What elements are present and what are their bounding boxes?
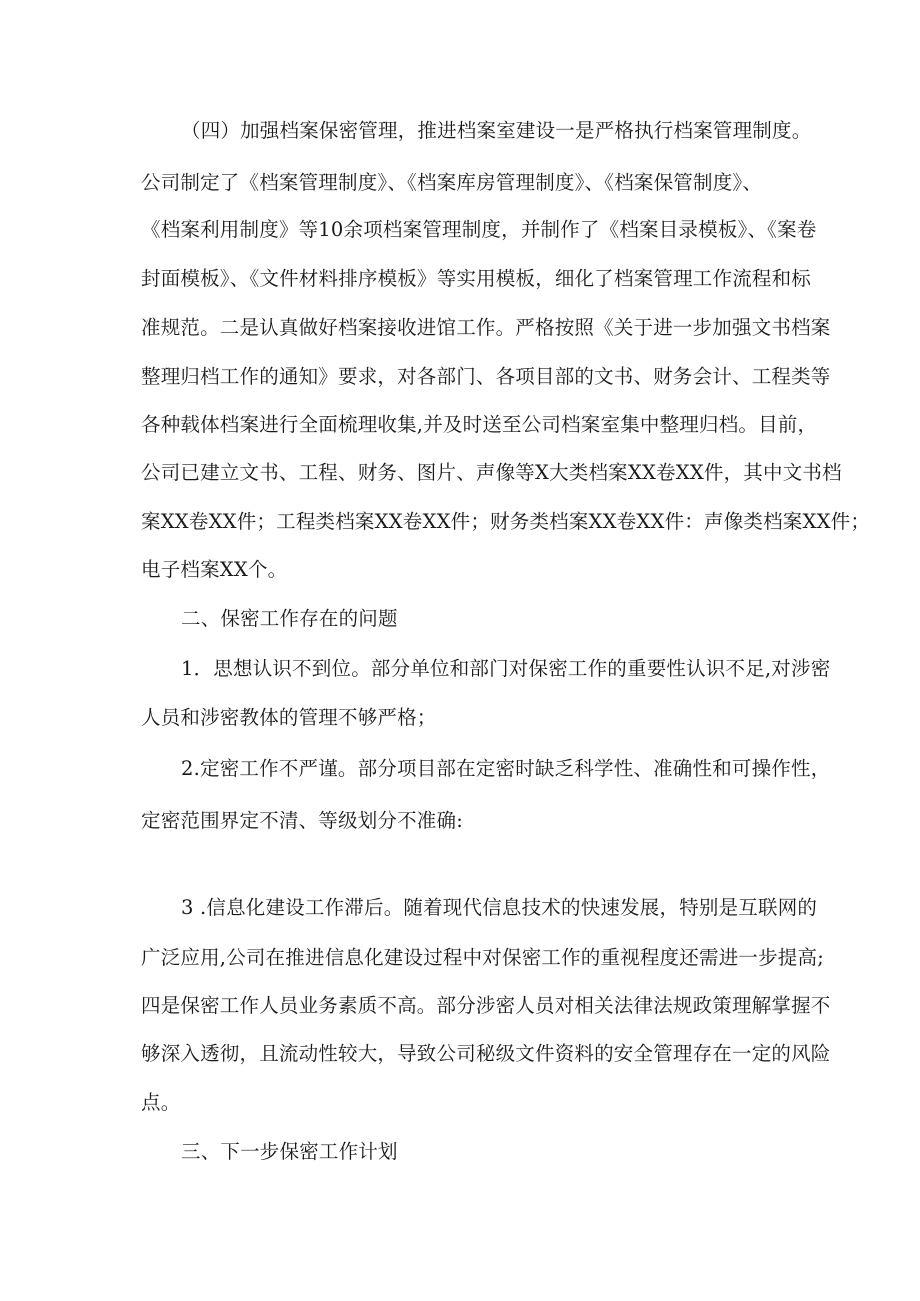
paragraph-line: 案XX卷XX件；工程类档案XX卷XX件；财务类档案XX卷XX件：声像类档案XX件； [141,510,871,533]
paragraph-line: 定密范围界定不清、等级划分不准确: [141,809,463,832]
paragraph-line: 2.定密工作不严谨。部分项目部在定密时缺乏科学性、准确性和可操作性， [181,757,831,780]
paragraph-line: 够深入透彻，且流动性较大，导致公司秘级文件资料的安全管理存在一定的风险 [141,1042,831,1065]
paragraph-line: 广泛应用,公司在推进信息化建设过程中对保密工作的重视程度还需进一步提高; [141,946,824,969]
paragraph-line: 《档案利用制度》等10余项档案管理制度，并制作了《档案目录模板》、《案卷 [141,218,817,241]
paragraph-line: 3 .信息化建设工作滞后。随着现代信息技术的快速发展，特别是互联网的 [181,896,818,919]
paragraph-line: 公司制定了《档案管理制度》、《档案库房管理制度》、《档案保管制度》、 [141,171,763,194]
paragraph-line: 各种载体档案进行全面梳理收集,并及时送至公司档案室集中整理归档。目前， [141,413,818,436]
section-heading-problems: 二、保密工作存在的问题 [181,607,398,630]
paragraph-line: 准规范。二是认真做好档案接收进馆工作。严格按照《关于进一步加强文书档案 [141,316,831,339]
paragraph-line: 公司已建立文书、工程、财务、图片、声像等X大类档案XX卷XX件，其中文书档 [141,461,842,484]
paragraph-line: 整理归档工作的通知》要求，对各部门、各项目部的文书、财务会计、工程类等 [141,365,831,388]
paragraph-line: （四）加强档案保密管理，推进档案室建设一是严格执行档案管理制度。 [181,119,812,142]
paragraph-line: 封面模板》、《文件材料排序模板》等实用模板，细化了档案管理工作流程和标 [141,267,812,290]
paragraph-line: 人员和涉密教体的管理不够严格； [141,706,437,729]
paragraph-line: 1．思想认识不到位。部分单位和部门对保密工作的重要性认识不足,对涉密 [181,657,831,680]
paragraph-line: 点。 [141,1091,181,1114]
paragraph-line: 电子档案XX个。 [141,558,288,581]
paragraph-line: 四是保密工作人员业务素质不高。部分涉密人员对相关法律法规政策理解掌握不 [141,994,831,1017]
section-heading-next-plan: 三、下一步保密工作计划 [181,1140,398,1163]
